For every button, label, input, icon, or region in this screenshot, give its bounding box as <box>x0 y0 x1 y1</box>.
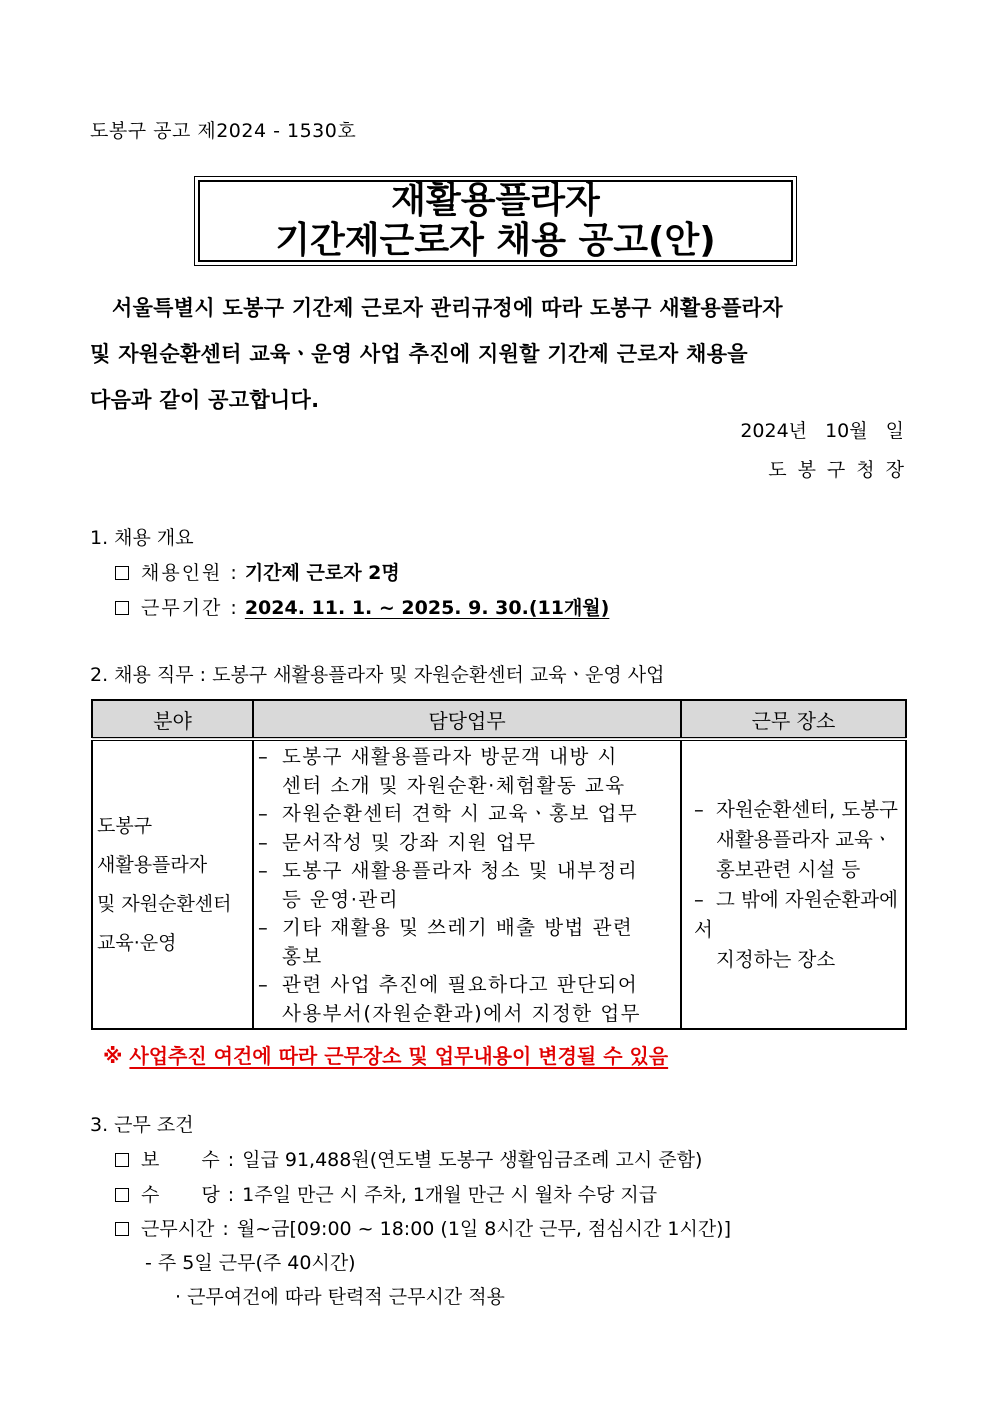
checkbox-square-icon <box>115 1222 129 1236</box>
item-allowance <box>115 1180 657 1207</box>
duty-line: 홍보 <box>282 944 323 968</box>
field-line: 새활용플라자 <box>97 853 208 876</box>
item-value: 1주일 만근 시 주차, 1개월 만근 시 월차 수당 지급 <box>242 1184 658 1206</box>
item-value: 기간제 근로자 2명 <box>244 562 400 584</box>
sub-item-weekly: - 주 5일 근무(주 40시간) <box>145 1252 356 1274</box>
notice-date: 2024년 10월 일 <box>740 420 904 442</box>
intro-line-3: 다음과 같이 공고합니다. <box>90 388 320 412</box>
intro-line-2: 및 자원순환센터 교육ㆍ운영 사업 추진에 지원할 기간제 근로자 채용을 <box>90 342 748 366</box>
section-3-title: 3. 근무 조건 <box>90 1114 194 1136</box>
notice-number: 도봉구 공고 제2024 - 1530호 <box>90 120 357 142</box>
warning-text: 사업추진 여건에 따라 근무장소 및 업무내용이 변경될 수 있음 <box>129 1044 669 1068</box>
item-label: 수 <box>141 1184 160 1206</box>
checkbox-square-icon <box>115 601 129 615</box>
item-label: 당 <box>201 1184 220 1206</box>
duty-line: – 자원순환센터 견학 시 교육ㆍ홍보 업무 <box>258 802 639 825</box>
checkbox-square-icon <box>115 1153 129 1167</box>
duty-line: – 문서작성 및 강좌 지원 업무 <box>258 830 537 854</box>
section-2-title: 2. 채용 직무 : 도봉구 새활용플라자 및 자원순환센터 교육ㆍ운영 사업 <box>90 664 665 686</box>
item-value: 일급 91,488원(연도별 도봉구 생활임금조례 고시 준함) <box>242 1149 703 1171</box>
table-header-row <box>92 700 906 739</box>
section-1-title: 1. 채용 개요 <box>90 527 194 549</box>
job-table <box>91 699 907 1030</box>
title-line-2: 기간제근로자 채용 공고(안) <box>275 220 716 261</box>
colon: : <box>230 597 237 619</box>
item-pay <box>115 1145 702 1172</box>
duty-line: – 관련 사업 추진에 필요하다고 판단되어 <box>258 973 639 996</box>
place-line: 새활용플라자 교육ㆍ <box>716 827 892 851</box>
cell-duties <box>253 739 681 1029</box>
duty-line: – 기타 재활용 및 쓰레기 배출 방법 관련 <box>258 916 634 939</box>
item-label: 채용인원 <box>141 562 223 584</box>
place-line: 홍보관련 시설 등 <box>716 857 861 881</box>
field-line: 도봉구 <box>97 814 153 837</box>
duty-line: – 도봉구 새활용플라자 청소 및 내부정리 <box>258 859 639 882</box>
reference-mark-icon: ※ <box>103 1044 123 1068</box>
header-duties: 담당업무 <box>253 700 681 739</box>
duty-line: 등 운영·관리 <box>282 887 400 911</box>
item-work-hours <box>115 1214 731 1241</box>
checkbox-square-icon <box>115 566 129 580</box>
change-warning <box>103 1040 668 1069</box>
item-work-period <box>115 593 609 620</box>
cell-place <box>681 739 906 1029</box>
sub-sub-item-flexible: · 근무여건에 따라 탄력적 근무시간 적용 <box>175 1286 505 1308</box>
title-line-1: 재활용플라자 <box>391 180 600 221</box>
duty-line: – 도봉구 새활용플라자 방문객 내방 시 <box>258 745 618 768</box>
colon: : <box>222 1218 229 1240</box>
item-label: 수 <box>201 1149 220 1171</box>
colon: : <box>230 562 237 584</box>
place-line: 지정하는 장소 <box>716 947 836 971</box>
place-line: – 그 밖에 자원순환과에서 <box>694 887 898 941</box>
duty-line: 센터 소개 및 자원순환·체험활동 교육 <box>282 773 626 797</box>
item-value: 월~금[09:00 ~ 18:00 (1일 8시간 근무, 점심시간 1시간)] <box>236 1218 732 1240</box>
colon: : <box>227 1184 235 1206</box>
title-frame <box>198 180 793 262</box>
cell-field <box>92 739 253 1029</box>
item-label: 근무기간 <box>141 597 223 619</box>
colon: : <box>227 1149 235 1171</box>
checkbox-square-icon <box>115 1188 129 1202</box>
signer: 도봉구청장 <box>768 459 915 481</box>
item-headcount <box>115 558 400 585</box>
field-line: 및 자원순환센터 <box>97 892 232 915</box>
duty-line: 사용부서(자원순환과)에서 지정한 업무 <box>282 1001 642 1025</box>
place-line: – 자원순환센터, 도봉구 <box>694 797 898 821</box>
field-line: 교육·운영 <box>97 931 177 954</box>
header-field: 분야 <box>92 700 253 739</box>
intro-paragraph <box>90 285 905 423</box>
header-place: 근무 장소 <box>681 700 906 739</box>
table-row <box>92 739 906 1029</box>
item-value: 2024. 11. 1. ~ 2025. 9. 30.(11개월) <box>244 597 610 619</box>
intro-line-1: 서울특별시 도봉구 기간제 근로자 관리규정에 따라 도봉구 새활용플라자 <box>112 296 783 320</box>
item-label: 보 <box>141 1149 160 1171</box>
title-box <box>194 176 797 266</box>
item-label: 근무시간 <box>141 1218 215 1240</box>
